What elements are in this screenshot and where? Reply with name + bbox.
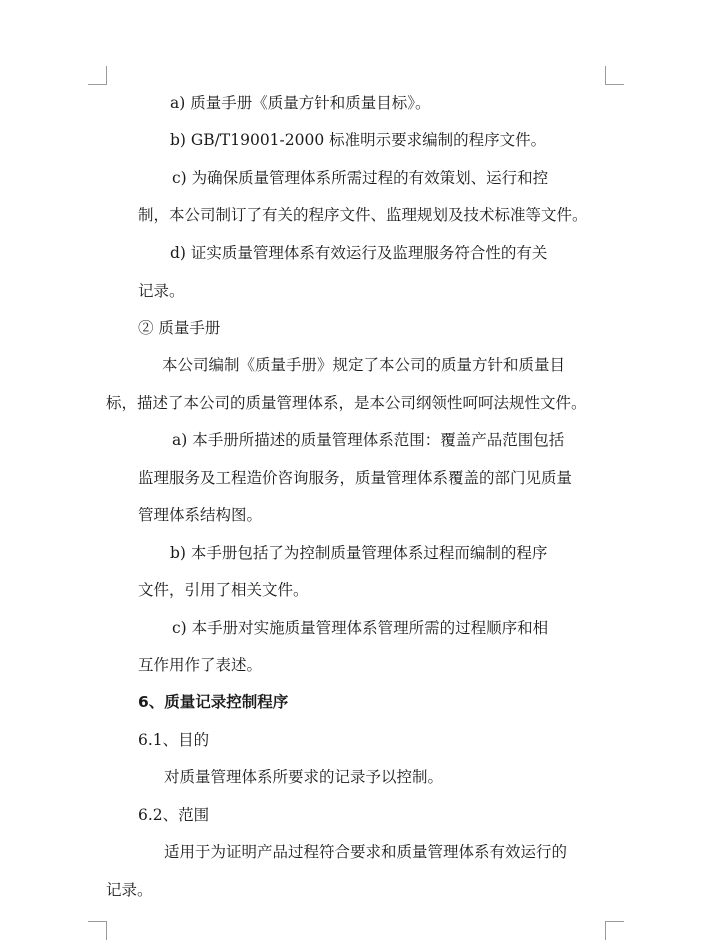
list-item-a: a) 本手册所描述的质量管理体系范围：覆盖产品范围包括 — [172, 431, 565, 449]
list-item-c: c) 为确保质量管理体系所需过程的有效策划、运行和控 — [172, 169, 549, 187]
list-item-a-continued: 监理服务及工程造价咨询服务，质量管理体系覆盖的部门见质量 — [138, 469, 573, 487]
subsection-heading: ② 质量手册 — [138, 319, 221, 337]
list-item-d-continued: 记录。 — [138, 282, 185, 300]
paragraph-line: 标，描述了本公司的质量管理体系，是本公司纲领性呵呵法规性文件。 — [106, 394, 587, 412]
section-heading: 6、质量记录控制程序 — [138, 693, 289, 711]
list-item-a: a) 质量手册《质量方针和质量目标》。 — [170, 94, 431, 112]
corner-mark-bottom-left — [88, 921, 107, 940]
paragraph-line: 记录。 — [106, 881, 153, 899]
list-item-c-continued: 互作用作了表述。 — [138, 656, 263, 674]
subsection-heading: 6.2、范围 — [138, 806, 210, 824]
list-item-c-continued: 制，本公司制订了有关的程序文件、监理规划及技术标准等文件。 — [138, 206, 588, 224]
list-item-b: b) GB/T19001-2000 标准明示要求编制的程序文件。 — [170, 131, 547, 149]
subsection-heading: 6.1、目的 — [138, 731, 210, 749]
list-item-a-continued: 管理体系结构图。 — [138, 506, 263, 524]
list-item-b: b) 本手册包括了为控制质量管理体系过程而编制的程序 — [170, 544, 548, 562]
list-item-d: d) 证实质量管理体系有效运行及监理服务符合性的有关 — [170, 244, 548, 262]
list-item-c: c) 本手册对实施质量管理体系管理所需的过程顺序和相 — [172, 619, 549, 637]
corner-mark-top-left — [88, 66, 107, 85]
paragraph-line: 适用于为证明产品过程符合要求和质量管理体系有效运行的 — [164, 843, 568, 861]
list-item-b-continued: 文件，引用了相关文件。 — [138, 581, 309, 599]
corner-mark-top-right — [605, 66, 624, 85]
paragraph-line: 本公司编制《质量手册》规定了本公司的质量方针和质量目 — [162, 356, 566, 374]
corner-mark-bottom-right — [605, 921, 624, 940]
paragraph-line: 对质量管理体系所要求的记录予以控制。 — [164, 768, 444, 786]
